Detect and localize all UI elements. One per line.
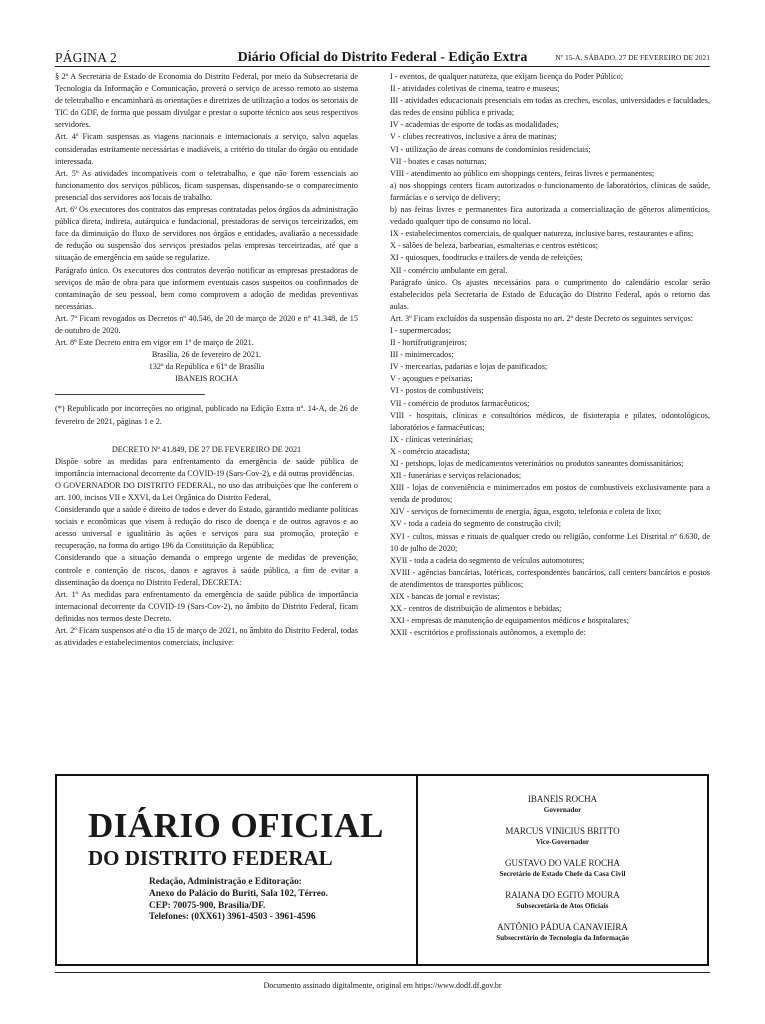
list-item: I - supermercados; xyxy=(390,325,451,335)
list-item: V - clubes recreativos, inclusive a área de marinas; xyxy=(390,132,557,142)
list-item: X - comércio atacadista; xyxy=(390,446,470,456)
official-role: Vice-Governador xyxy=(535,837,590,846)
list-item: III - atividades educacionais presenciais em todas as creches, escolas, universidades e faculdades, das redes de ensino pública e privada; xyxy=(390,96,710,118)
edition-info: Nº 15-A, SÁBADO, 27 DE FEVEREIRO DE 2021 xyxy=(555,53,710,62)
list-item: XVI - cultos, missas e rituais de qualquer credo ou religião, conforme Lei Distrital nº 6.630, de 10 de julho de 2020; xyxy=(390,531,710,553)
list-item: XVII - toda a cadeia do segmento de veículos automotores; xyxy=(390,555,585,565)
list-item: XII - comércio ambulante em geral. xyxy=(390,265,508,275)
masthead-subtitle: DO DISTRITO FEDERAL xyxy=(88,846,333,870)
list-item: VI - postos de combustíveis; xyxy=(390,386,484,396)
masthead-title: DIÁRIO OFICIAL xyxy=(88,806,384,845)
footer-note: Documento assinado digitalmente, original em https://www.dodf.df.gov.br xyxy=(263,981,502,990)
footer-rule xyxy=(55,972,710,973)
official-name: RAIANA DO EGITO MOURA xyxy=(505,890,620,900)
list-item: II - atividades coletivas de cinema, teatro e museus; xyxy=(390,84,560,94)
official-entry xyxy=(418,826,707,847)
paragraph: Art. 7º Ficam revogados os Decretos nº 40.546, de 20 de março de 2020 e nº 41.348, de 15 de outubro de 2020. xyxy=(55,313,358,335)
list-item: XXII - escritórios e profissionais autônomos, a exemplo de: xyxy=(390,628,586,638)
official-role: Secretário de Estado Chefe da Casa Civil xyxy=(499,869,626,878)
footnote-separator xyxy=(55,394,205,395)
list-item: XI - petshops, lojas de medicamentos veterinários ou produtos saneantes domissanitários; xyxy=(390,459,684,468)
signoff-name: IBANEIS ROCHA xyxy=(174,374,238,384)
list-item: XIV - serviços de fornecimento de energia, água, esgoto, telefonia e coleta de lixo; xyxy=(390,507,662,517)
list-item: IV - academias de esporte de todas as modalidades; xyxy=(390,120,559,130)
list-item: VIII - atendimento ao público em shoppings centers, feiras livres e permanentes; xyxy=(390,168,655,178)
list-item: VII - comércio de produtos farmacêuticos; xyxy=(390,398,530,408)
right-column xyxy=(390,71,710,639)
paragraph: § 2º A Secretaria de Estado de Economia do Distrito Federal, por meio da Subsecretaria de Tecnologia da Informação e Comunicação, proverá o serviço de acesso remoto ao sistema de teletrabalho e encaminhará as orientações e diretrizes de utilização a todos os setoriais de TIC do GDF, de forma que possam divulgar e prestar o suporte técnico aos seus respectivos servidores. xyxy=(55,72,358,130)
address-line: Anexo do Palácio do Buriti, Sala 102, Térreo. xyxy=(149,888,328,899)
address-line: Telefones: (0XX61) 3961-4503 - 3961-4596 xyxy=(149,912,316,923)
page-number: PÁGINA 2 xyxy=(55,50,117,65)
list-item: X - salões de beleza, barbearias, esmalterias e centros estéticos; xyxy=(390,241,599,251)
official-role: Subsecretário de Tecnologia da Informação xyxy=(496,933,629,942)
publication-title: Diário Oficial do Distrito Federal - Edição Extra xyxy=(237,50,528,65)
list-item: XXI - empresas de manutenção de equipamentos médicos e hospitalares; xyxy=(390,616,629,626)
official-entry xyxy=(418,794,707,815)
paragraph: Art. 1º As medidas para enfrentamento da emergência de saúde pública de importância internacional decorrente da COVID-19 (Sars-Cov-2), no âmbito do Distrito Federal, ficam definidas nos termos deste Decreto. xyxy=(55,589,358,623)
official-name: IBANEIS ROCHA xyxy=(527,794,598,804)
signoff-republic: 132º da República e 61º de Brasília xyxy=(148,362,265,372)
list-item: I - eventos, de qualquer natureza, que exijam licença do Poder Público; xyxy=(390,72,624,81)
paragraph: Dispõe sobre as medidas para enfrentamento da emergência de saúde pública de importância internacional decorrente da COVID-19 (Sars-Cov-2), e dá outras providências. xyxy=(55,456,358,478)
list-item: XIII - lojas de conveniência e minimercados em postos de combustíveis exclusivamente para a venda de produtos; xyxy=(390,483,710,505)
list-item: IX - estabelecimentos comerciais, de qualquer natureza, inclusive bares, restaurantes e afins; xyxy=(390,229,694,239)
paragraph: O GOVERNADOR DO DISTRITO FEDERAL, no uso das atribuições que lhe conferem o art. 100, incisos VII e XXVI, da Lei Orgânica do Distrito Federal, xyxy=(55,480,358,502)
officials-box xyxy=(416,774,709,966)
paragraph: Considerando que a saúde é direito de todos e dever do Estado, garantido mediante políticas sociais e econômicas que visem à redução do risco de doença e de outros agravos e ao acesso universal e igualitário às ações e serviços para sua promoção, proteção e recuperação, na forma do artigo 196 da Constituição da República; xyxy=(55,505,358,551)
paragraph: Art. 6º Os executores dos contratos das empresas contratadas pelos órgãos da administração pública direta, indireta, autárquica e fundacional, prestadoras de serviços terceirizados, em face da diminuição do fluxo de servidores nos órgãos e entidades, avaliarão a necessidade de redução ou suspensão dos serviços prestados pelas empresas terceirizadas, até que a situação de emergência em saúde se regularize. xyxy=(55,205,358,263)
official-entry xyxy=(418,922,707,943)
list-item: IX - clínicas veterinárias; xyxy=(390,434,473,444)
list-item: VIII - hospitais, clínicas e consultórios médicos, de fisioterapia e pilates, odontológicos, laboratórios e farmacêuticas; xyxy=(390,410,710,432)
paragraph: Considerando que a situação demanda o emprego urgente de medidas de prevenção, controle e contenção de riscos, danos e agravos à saúde pública, a fim de evitar a disseminação da doença no Distrito Federal, DECRETA: xyxy=(55,553,358,587)
list-item: VI - utilização de áreas comuns de condomínios residenciais; xyxy=(390,144,591,154)
list-item: V - açougues e peixarias; xyxy=(390,374,473,384)
list-item: b) nas feiras livres e permanentes fica autorizada a comercialização de gêneros alimentícios, vedado qualquer tipo de consumo no local. xyxy=(390,205,710,227)
list-item: XVIII - agências bancárias, lotéricas, correspondentes bancários, call centers bancários e postos de atendimentos de transportes públicos; xyxy=(390,567,710,589)
list-item: XIX - bancas de jornal e revistas; xyxy=(390,592,500,602)
list-item: Parágrafo único. Os ajustes necessários para o cumprimento do calendário escolar serão estabelecidos pela Secretaria de Estado de Educação do Distrito Federal, após o retorno das aulas. xyxy=(390,277,710,311)
paragraph: Parágrafo único. Os executores dos contratos deverão notificar as empresas prestadoras de serviços de mão de obra para que informem eventuais casos suspeitos ou confirmados de contaminação de seu pessoal, bem como comprovem a adoção de medidas preventivas necessárias. xyxy=(55,265,358,311)
official-entry xyxy=(418,890,707,911)
list-item: XV - toda a cadeia do segmento de construção civil; xyxy=(390,519,562,529)
list-item: IV - mercearias, padarias e lojas de panificados; xyxy=(390,362,548,372)
masthead-address xyxy=(149,877,328,924)
list-item: a) nos shoppings centers ficam autorizados o funcionamento de laboratórios, clínicas de saúde, farmácias e o serviço de delivery; xyxy=(390,180,710,202)
footnote: (*) Republicado por incorreções no original, publicado na Edição Extra nº. 14-A, de 26 de fevereiro de 2021, páginas 1 e 2. xyxy=(55,404,358,426)
masthead-box xyxy=(55,774,418,966)
left-column xyxy=(55,71,358,649)
official-role: Governador xyxy=(543,805,582,814)
paragraph: Art. 8º Este Decreto entra em vigor em 1º de março de 2021. xyxy=(55,338,254,348)
official-role: Subsecretária de Atos Oficiais xyxy=(516,901,609,910)
signoff-place-date: Brasília, 26 de fevereiro de 2021. xyxy=(151,350,262,360)
list-item: II - hortifrutigranjeiros; xyxy=(390,338,467,348)
list-item: XX - centros de distribuição de alimentos e bebidas; xyxy=(390,604,562,614)
decree-heading: DECRETO Nº 41.849, DE 27 DE FEVEREIRO DE 2021 xyxy=(111,444,302,454)
address-line: CEP: 70075-900, Brasília/DF. xyxy=(149,900,266,911)
official-name: ANTÔNIO PÁDUA CANAVIEIRA xyxy=(497,922,628,932)
list-item: VII - boates e casas noturnas; xyxy=(390,156,487,166)
list-item: III - minimercados; xyxy=(390,350,454,360)
header-rule xyxy=(55,66,710,67)
list-item: XII - funerárias e serviços relacionados; xyxy=(390,471,522,481)
address-line: Redação, Administração e Editoração: xyxy=(149,877,302,887)
official-entry xyxy=(418,858,707,879)
official-name: MARCUS VINICIUS BRITTO xyxy=(505,826,620,836)
list-item: XI - quiosques, foodtrucks e trailers de venda de refeições; xyxy=(390,253,583,263)
list-item: Art. 3º Ficam excluídos da suspensão disposta no art. 2º deste Decreto os seguintes serviços: xyxy=(390,313,693,323)
paragraph: Art. 4º Ficam suspensas as viagens nacionais e internacionais a serviço, salvo aquelas consideradas estritamente necessárias e inadiáveis, a critério do titular do órgão ou entidade interessada. xyxy=(55,132,358,166)
paragraph: Art. 5º As atividades incompatíveis com o teletrabalho, e que não forem essenciais ao funcionamento dos serviços públicos, ficam suspensas, dispensando-se o comparecimento presencial dos servidores aos locais de trabalho. xyxy=(55,168,358,202)
official-name: GUSTAVO DO VALE ROCHA xyxy=(504,858,621,868)
paragraph: Art. 2º Ficam suspensos até o dia 15 de março de 2021, no âmbito do Distrito Federal, todas as atividades e estabelecimentos comerciais, inclusive: xyxy=(55,626,358,648)
